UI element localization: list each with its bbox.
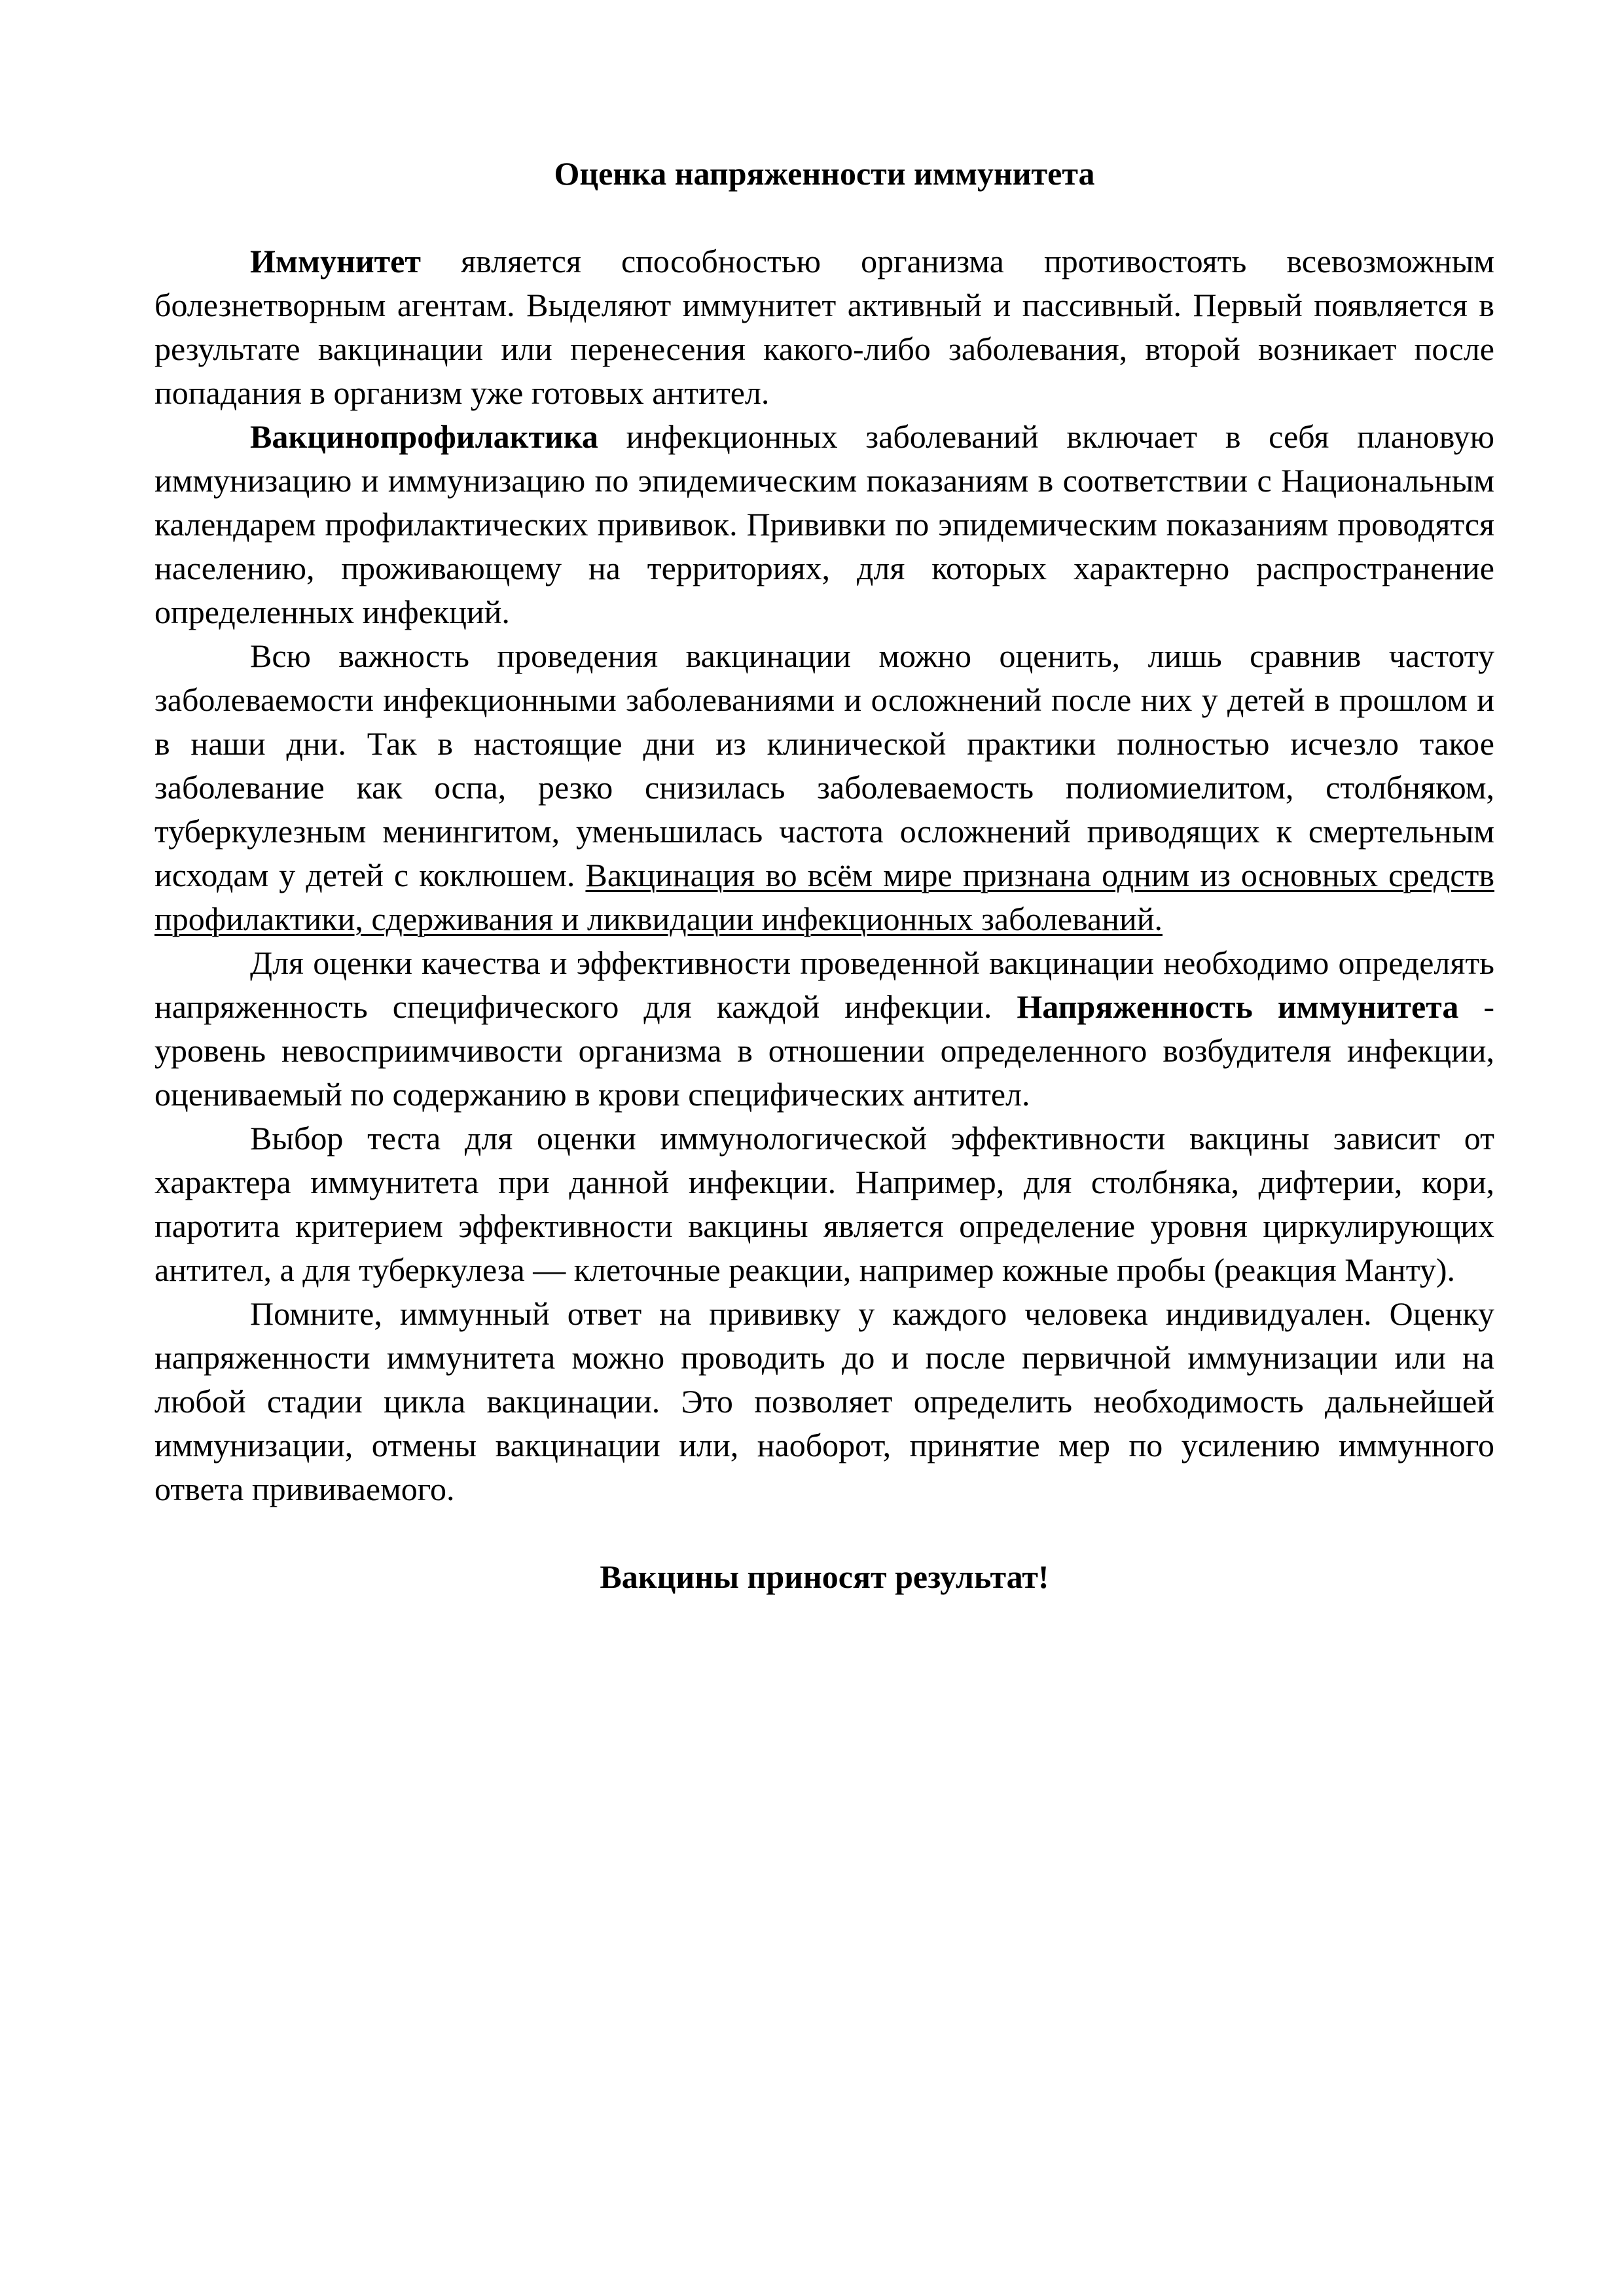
paragraph-immunity	[154, 240, 1494, 415]
document-body	[154, 152, 1494, 1599]
paragraph-importance	[154, 634, 1494, 941]
closing-slogan: Вакцины приносят результат!	[600, 1558, 1049, 1595]
paragraph-remember	[154, 1292, 1494, 1511]
paragraph-text-after: - уровень невосприимчивости организма в отношении определенного возбудителя инфекции, оцениваемый по содержанию в крови специфических антител.	[154, 988, 1494, 1113]
document-title: Оценка напряженности иммунитета	[554, 155, 1095, 192]
term-immunity: Иммунитет	[250, 243, 421, 279]
paragraph-assessment	[154, 941, 1494, 1117]
paragraph-text: Выбор теста для оценки иммунологической эффективности вакцины зависит от характера иммунитета при данной инфекции. Например, для столбняка, дифтерии, кори, паротита критерием эффективности вакцины является определение уровня циркулирующих антител, а для туберкулеза — клеточные реакции, например кожные пробы (реакция Манту).	[154, 1120, 1494, 1288]
paragraph-text: Помните, иммунный ответ на прививку у каждого человека индивидуален. Оценку напряженности иммунитета можно проводить до и после первичной иммунизации или на любой стадии цикла вакцинации. Это позволяет определить необходимость дальнейшей иммунизации, отмены вакцинации или, наоборот, принятие мер по усилению иммунного ответа прививаемого.	[154, 1295, 1494, 1507]
paragraph-text: Для оценки качества и эффективности проведенной вакцинации необходимо определять напряженность специфического для каждой инфекции.	[154, 944, 1494, 1025]
paragraph-vaccine-prophylaxis	[154, 415, 1494, 634]
underlined-statement: Вакцинация во всём мире признана одним из основных средств профилактики, сдерживания и ликвидации инфекционных заболеваний.	[154, 857, 1494, 937]
paragraph-text: Всю важность проведения вакцинации можно оценить, лишь сравнив частоту заболеваемости инфекционными заболеваниями и осложнений после них у детей в прошлом и в наши дни. Так в настоящие дни из клинической практики полностью исчезло такое заболевание как оспа, резко снизилась заболеваемость полиомиелитом, столбняком, туберкулезным менингитом, уменьшилась частота осложнений приводящих к смертельным исходам у детей с коклюшем.	[154, 637, 1494, 893]
term-immunity-intensity: Напряженность иммунитета	[1017, 988, 1459, 1025]
paragraph-text: инфекционных заболеваний включает в себя плановую иммунизацию и иммунизацию по эпидемическим показаниям в соответствии с Национальным календарем профилактических прививок. Прививки по эпидемическим показаниям проводятся населению, проживающему на территориях, для которых характерно распространение определенных инфекций.	[154, 418, 1494, 630]
paragraph-test-choice	[154, 1117, 1494, 1292]
term-vaccine-prophylaxis: Вакцинопрофилактика	[250, 418, 598, 455]
paragraph-text: является способностью организма противостоять всевозможным болезнетворным агентам. Выделяют иммунитет активный и пассивный. Первый появляется в результате вакцинации или перенесения какого-либо заболевания, второй возникает после попадания в организм уже готовых антител.	[154, 243, 1494, 411]
